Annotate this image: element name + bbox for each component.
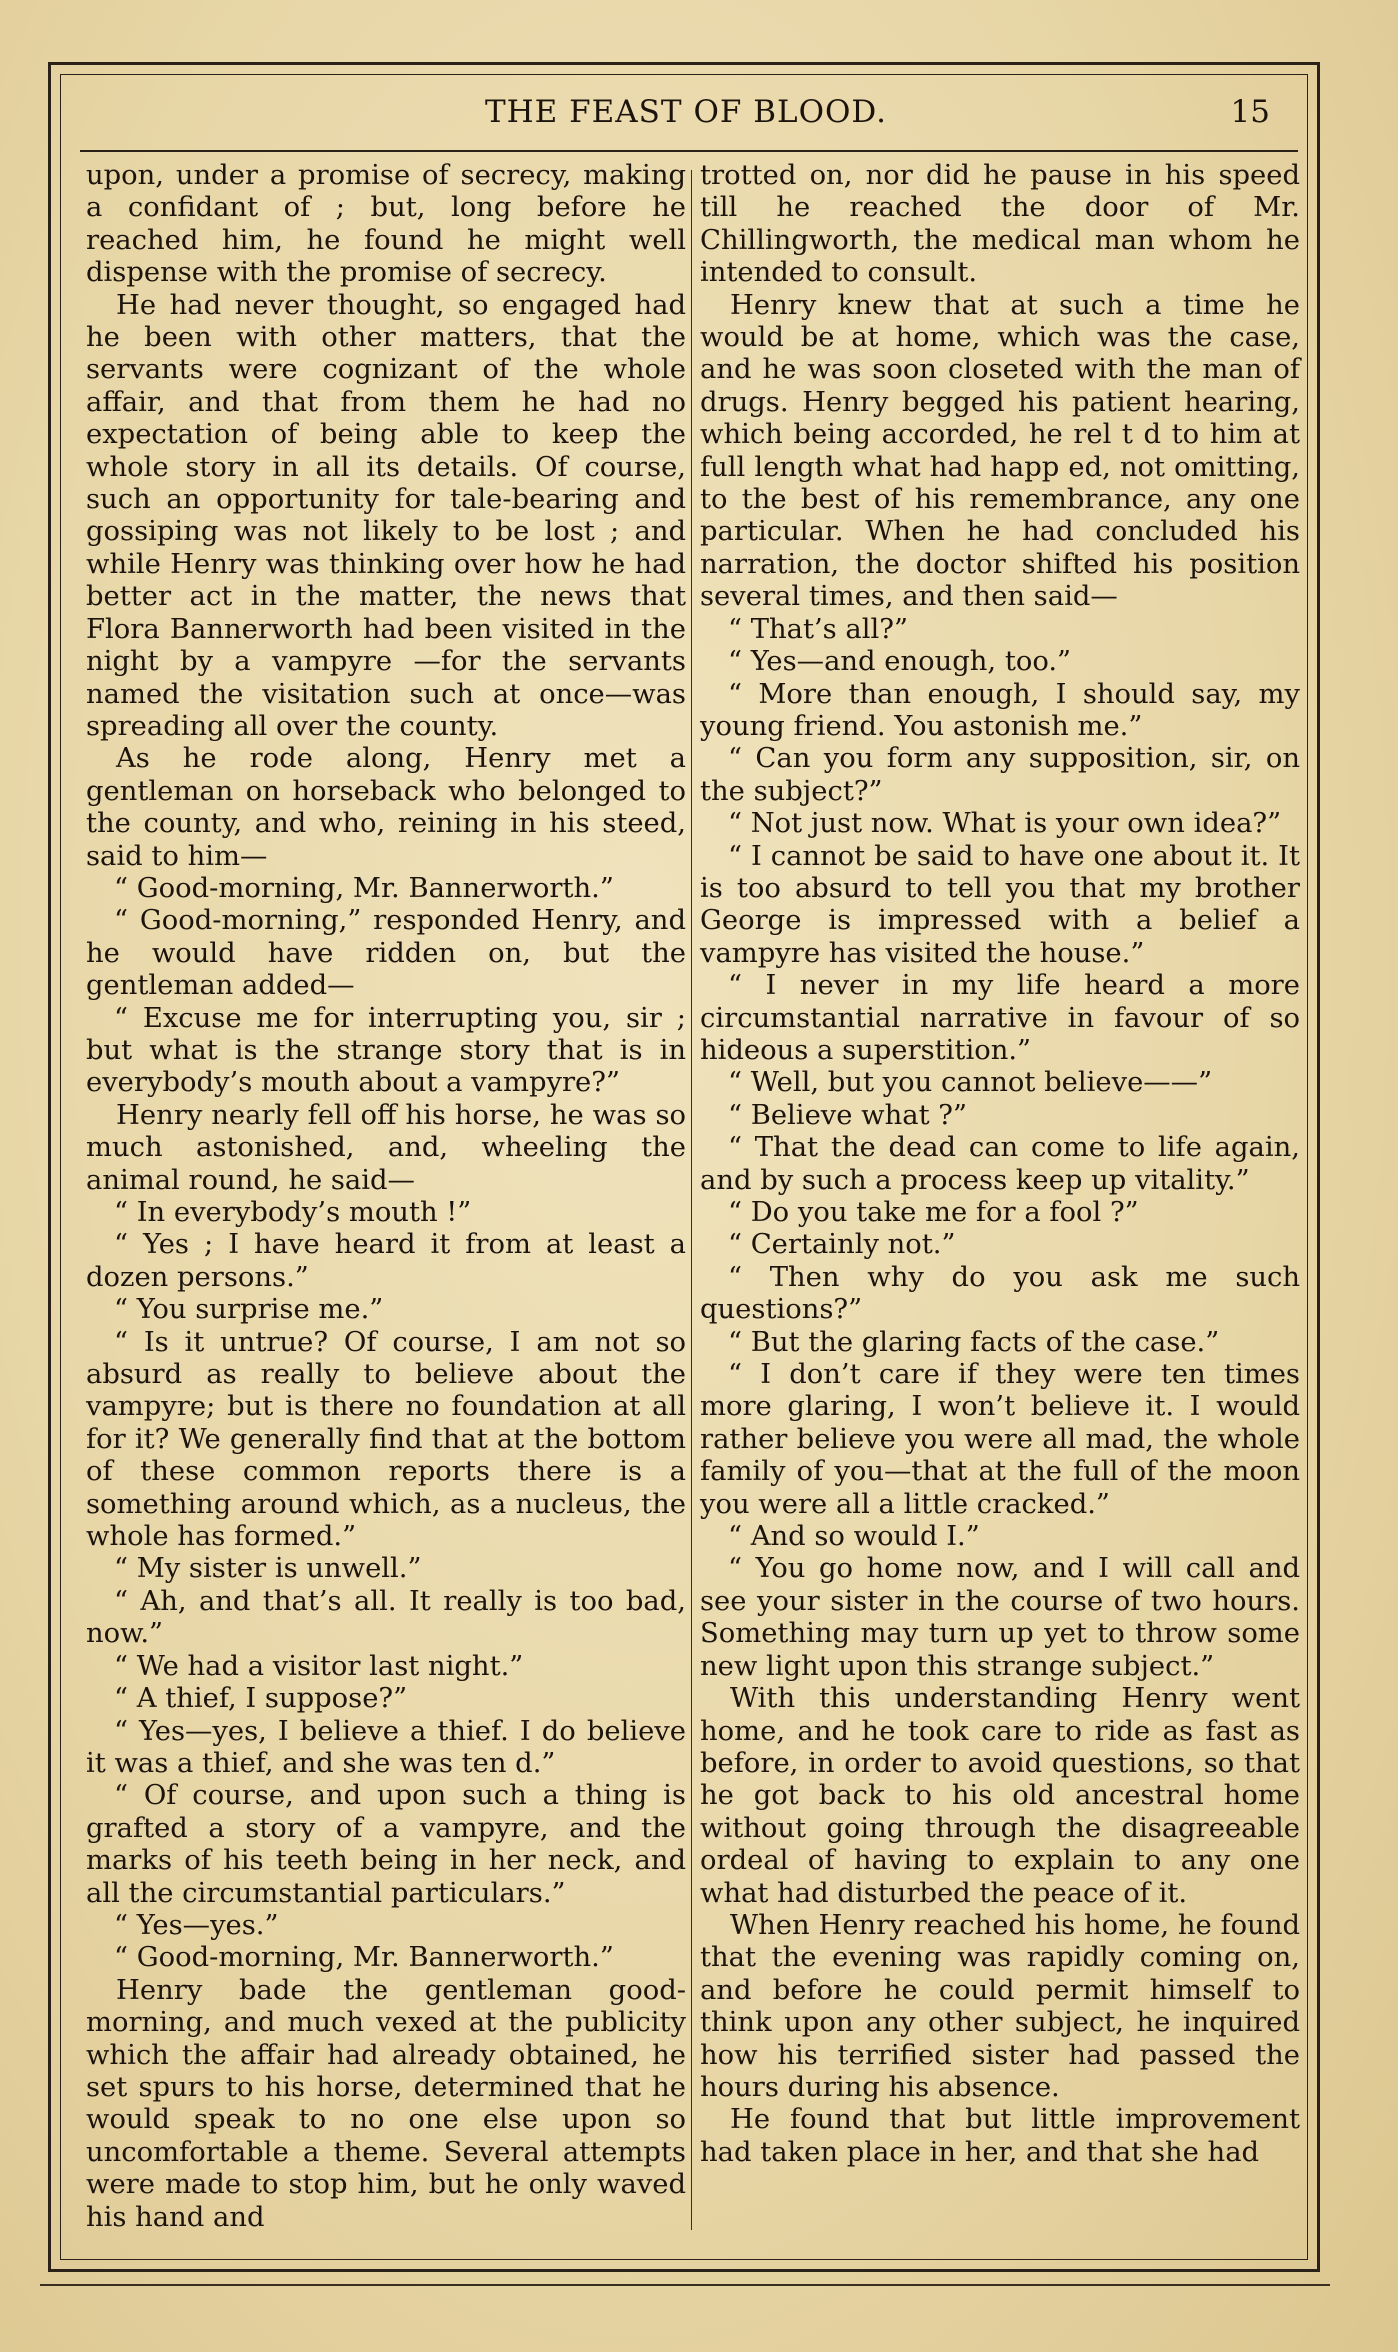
- paragraph: He had never thought, so engaged had he been with other matters, that the servants were cognizant of the whole affair, and that from them he had no expectation of being able to keep the whole story in all its details. Of course, such an opportunity for tale-bearing and gossiping was not likely to be lost ; and while Henry was thinking over how he had better act in the matter, the news that Flora Bannerworth had been visited in the night by a vampyre —for the servants named the visitation such at once—was spreading all over the county.: [86, 289, 686, 742]
- dialogue-line: “ Well, but you cannot believe——”: [728, 1067, 1213, 1099]
- dialogue-line: “ Not just now. What is your own idea?”: [728, 808, 1282, 840]
- dialogue-line: “ And so would I.”: [728, 1521, 980, 1553]
- dialogue-line: “ You go home now, and I will call and see your sister in the course of two hours. Something may turn up yet to throw some new light upon this strange subject.”: [700, 1553, 1300, 1682]
- running-title: THE FEAST OF BLOOD.: [484, 94, 888, 130]
- running-header: [80, 88, 1292, 140]
- dialogue-line: “ In everybody’s mouth !”: [114, 1197, 472, 1228]
- left-column: [86, 160, 686, 2234]
- dialogue-line: “ Do you take me for a fool ?”: [728, 1197, 1139, 1228]
- paragraph: Henry nearly fell off his horse, he was so much astonished, and, wheeling the animal round, he said—: [86, 1099, 686, 1196]
- dialogue-line: “ Good-morning, Mr. Bannerworth.”: [114, 1942, 614, 1974]
- dialogue-line: “ We had a visitor last night.”: [114, 1650, 524, 1682]
- dialogue-line: “ Yes ; I have heard it from at least a dozen persons.”: [86, 1229, 686, 1293]
- dialogue-line: “ Ah, and that’s all. It really is too bad, now.”: [86, 1585, 686, 1650]
- dialogue-line: “ Then why do you ask me such questions?”: [700, 1261, 1300, 1326]
- right-column: [700, 160, 1300, 2169]
- dialogue-line: “ That’s all?”: [728, 613, 908, 645]
- dialogue-line: “ Is it untrue? Of course, I am not so absurd as really to believe about the vampyre; but is there no foundation at all for it? We generally find that at the bottom of these common reports there is a something around which, as a nucleus, the whole has formed.”: [86, 1326, 686, 1553]
- dialogue-line: “ Good-morning,” responded Henry, and he would have ridden on, but the gentleman added—: [86, 905, 686, 1002]
- dialogue-line: “ More than enough, I should say, my young friend. You astonish me.”: [700, 678, 1300, 742]
- dialogue-line: “ My sister is unwell.”: [114, 1553, 422, 1585]
- paragraph: He found that but little improvement had taken place in her, and that she had: [700, 2104, 1300, 2168]
- paragraph: With this understanding Henry went home, and he took care to ride as fast as before, in order to avoid questions, so that he got back to his old ancestral home without going through the disagreeable ordeal of having to explain to any one what had disturbed the peace of it.: [700, 1683, 1300, 1909]
- dialogue-line: “ Can you form any supposition, sir, on the subject?”: [700, 743, 1300, 807]
- bottom-rule: [40, 2284, 1330, 2286]
- paragraph: Henry knew that at such a time he would be at home, which was the case, and he was soon closeted with the man of drugs. Henry begged his patient hearing, which being accorded, he rel t d to him at full length what had happ ed, not omitting, to the best of his remembrance, any one particular. When he had concluded his narration, the doctor shifted his position several times, and then said—: [700, 289, 1300, 613]
- dialogue-line: “ Believe what ?”: [728, 1099, 967, 1131]
- dialogue-line: “ A thief, I suppose?”: [114, 1683, 408, 1715]
- dialogue-line: “ You surprise me.”: [114, 1294, 384, 1326]
- dialogue-line: “ I cannot be said to have one about it. It is too absurd to tell you that my brother George is impressed with a belief a vampyre has visited the house.”: [700, 840, 1300, 969]
- dialogue-line: “ That the dead can come to life again, and by such a process keep up vitality.”: [700, 1132, 1300, 1196]
- dialogue-line: “ Yes—and enough, too.”: [728, 646, 1072, 678]
- dialogue-line: “ Good-morning, Mr. Bannerworth.”: [114, 872, 614, 904]
- dialogue-line: “ I never in my life heard a more circumstantial narrative in favour of so hideous a superstition.”: [700, 970, 1300, 1066]
- dialogue-line: “ Of course, and upon such a thing is grafted a story of a vampyre, and the marks of his teeth being in her neck, and all the circumstantial particulars.”: [86, 1780, 686, 1909]
- header-rule: [80, 150, 1298, 152]
- paragraph: Henry bade the gentleman good-morning, and much vexed at the publicity which the affair had already obtained, he set spurs to his horse, determined that he would speak to no one else upon so uncomfortable a theme. Several attempts were made to stop him, but he only waved his hand and: [86, 1974, 686, 2233]
- paragraph: trotted on, nor did he pause in his speed till he reached the door of Mr. Chillingworth, the medical man whom he intended to consult.: [700, 160, 1300, 289]
- paragraph: As he rode along, Henry met a gentleman on horseback who belonged to the county, and who, reining in his steed, said to him—: [86, 743, 686, 872]
- dialogue-line: “ I don’t care if they were ten times more glaring, I won’t believe it. I would rather believe you were all mad, the whole family of you—that at the full of the moon you were all a little cracked.”: [700, 1359, 1300, 1520]
- paragraph: upon, under a promise of secrecy, making a confidant of ; but, long before he reached him, he found he might well dispense with the promise of secrecy.: [86, 160, 686, 289]
- dialogue-line: “ Certainly not.”: [728, 1229, 956, 1261]
- dialogue-line: “ Excuse me for interrupting you, sir ; but what is the strange story that is in everybody’s mouth about a vampyre?”: [86, 1002, 686, 1099]
- paragraph: When Henry reached his home, he found that the evening was rapidly coming on, and before he could permit himself to think upon any other subject, he inquired how his terrified sister had passed the hours during his absence.: [700, 1909, 1300, 2103]
- column-divider: [691, 170, 692, 2230]
- page-number: 15: [1230, 94, 1270, 130]
- dialogue-line: “ But the glaring facts of the case.”: [728, 1326, 1220, 1358]
- dialogue-line: “ Yes—yes, I believe a thief. I do believe it was a thief, and she was ten d.”: [86, 1715, 686, 1779]
- dialogue-line: “ Yes—yes.”: [114, 1909, 279, 1941]
